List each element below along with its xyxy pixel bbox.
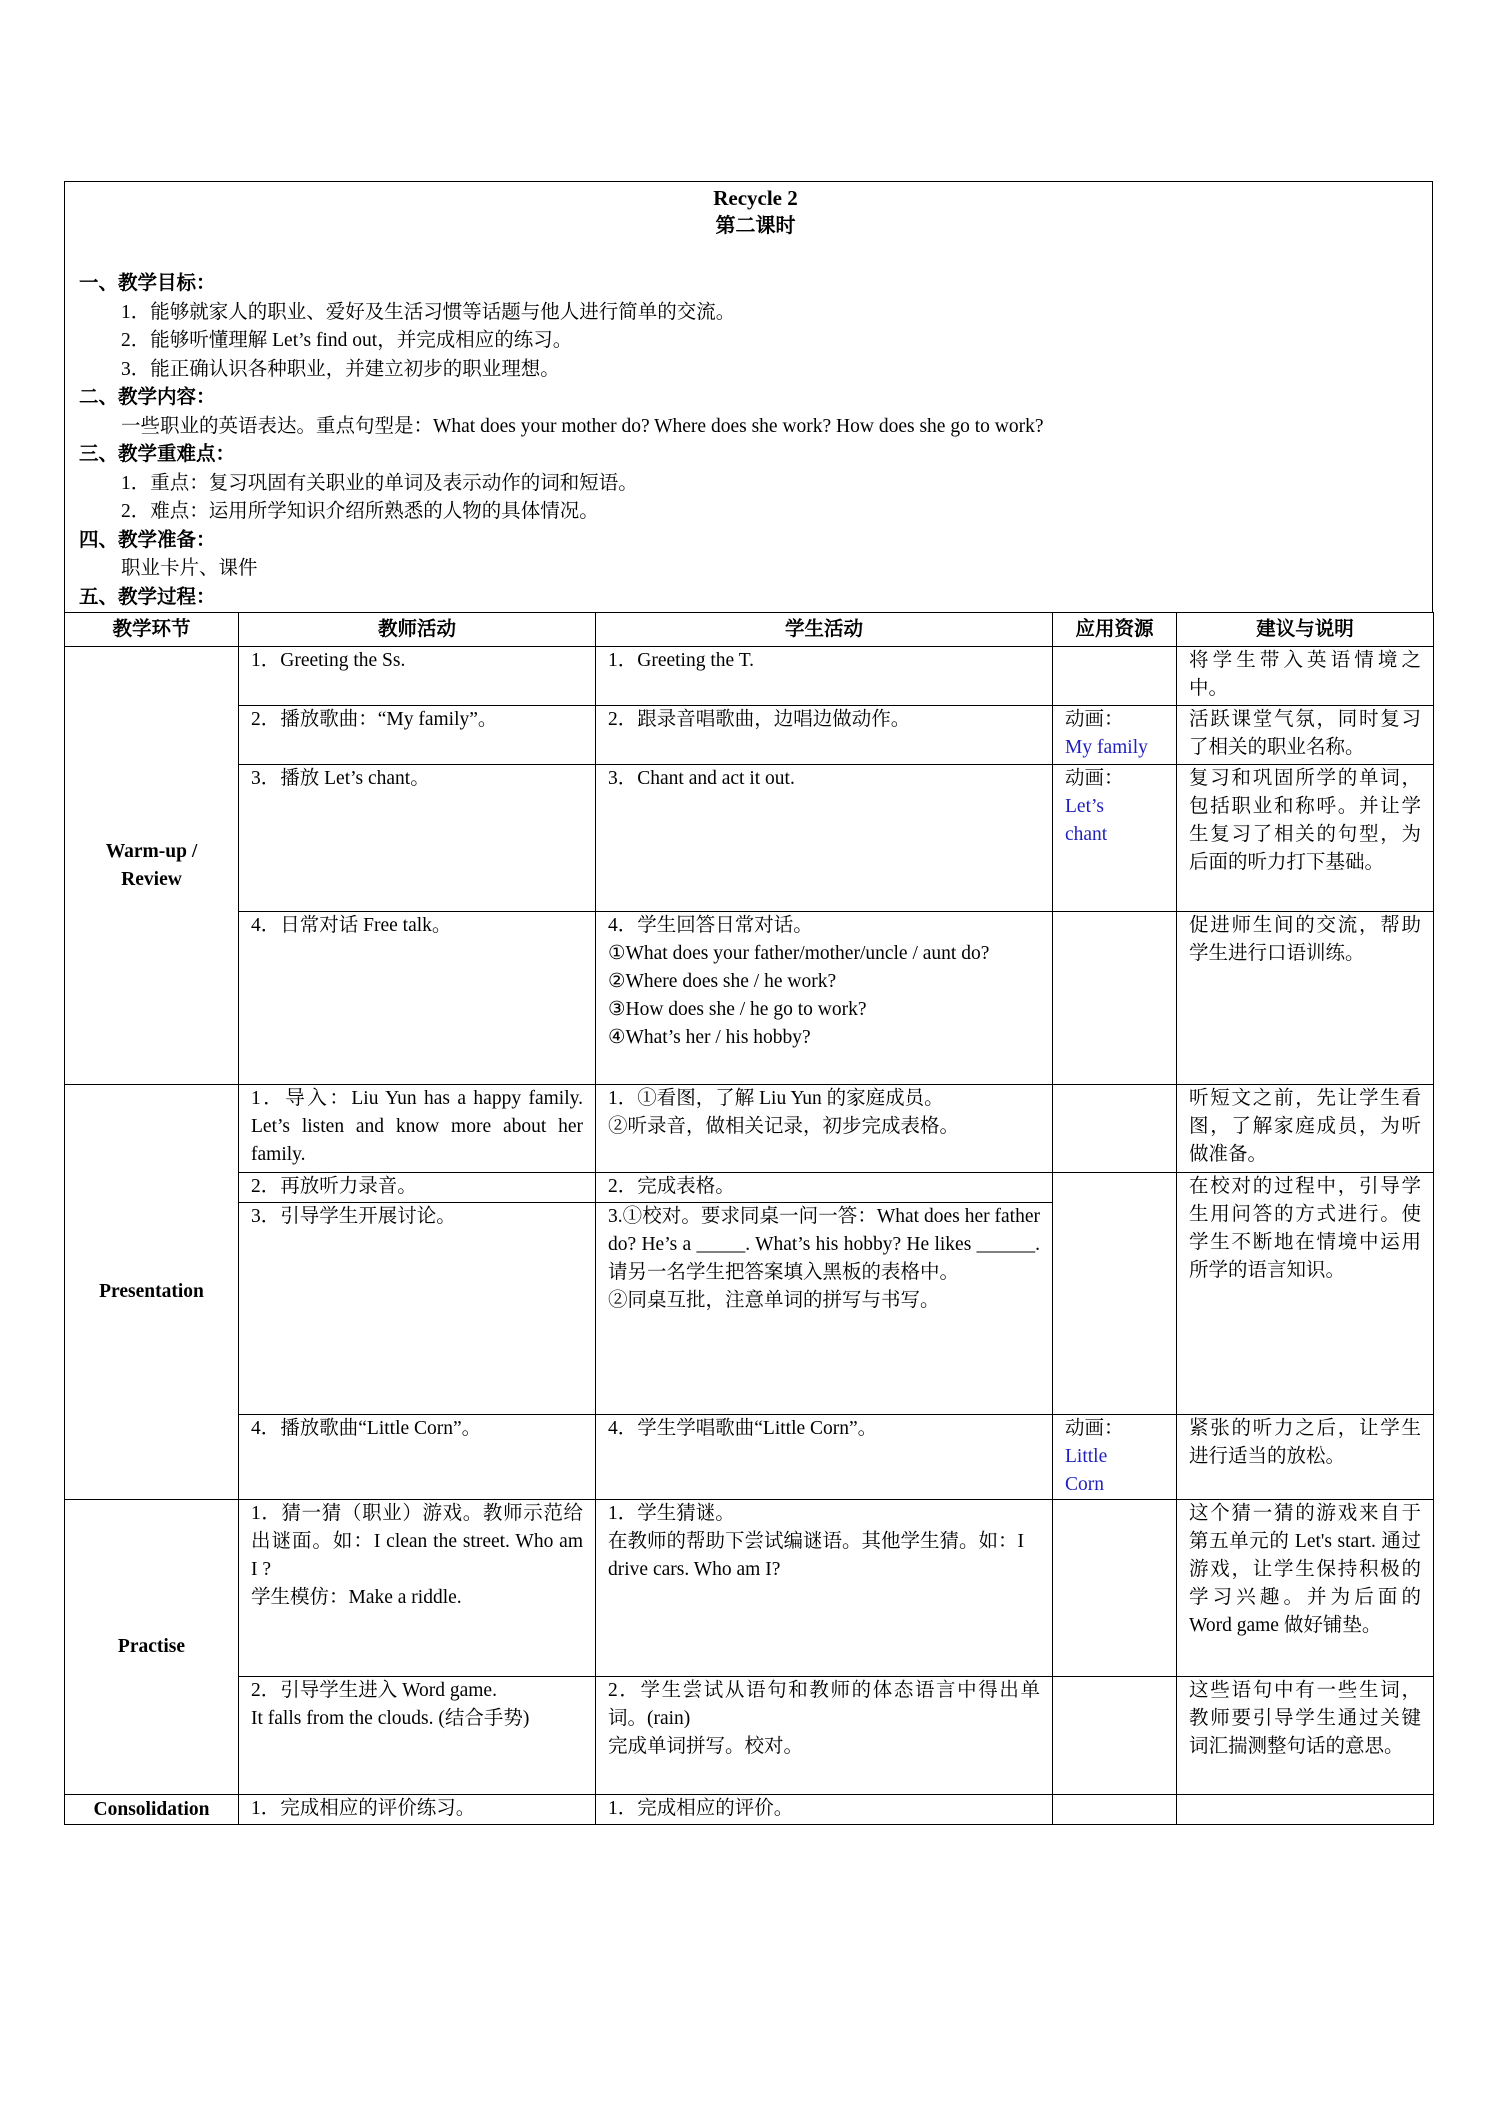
table-row (65, 912, 1434, 1085)
stage-warmup: Warm-up / Review (65, 647, 239, 1085)
teacher-cell: 2．再放听力录音。 (239, 1173, 596, 1203)
document-subtitle: 第二课时 (715, 215, 796, 237)
header-student: 学生活动 (596, 613, 1053, 647)
section-content-heading: 二、教学内容： (79, 387, 216, 408)
section-objectives-heading: 一、教学目标： (79, 273, 216, 294)
table-row (65, 1415, 1434, 1500)
header-teacher: 教师活动 (239, 613, 596, 647)
objective-item: 2．能够听懂理解 Let’s find out，并完成相应的练习。 (121, 330, 573, 351)
document-title: Recycle 2 (713, 186, 798, 210)
student-cell: 4．学生回答日常对话。 ①What does your father/mother/uncle / aunt do? ②Where does she / he work? ③How does she / he go to work? ④What’s her / his hobby? (596, 912, 1053, 1085)
stage-presentation: Presentation (65, 1085, 239, 1500)
student-cell: 1．学生猜谜。 在教师的帮助下尝试编谜语。其他学生猜。如：I drive cars. Who am I? (596, 1500, 1053, 1677)
resource-cell (1053, 1677, 1177, 1795)
lesson-plan-document (64, 181, 1433, 1825)
keypoint-item: 1．重点：复习巩固有关职业的单词及表示动作的词和短语。 (121, 472, 638, 494)
header-resource: 应用资源 (1053, 613, 1177, 647)
teacher-cell: 1．Greeting the Ss. (239, 647, 596, 706)
teacher-cell: 3．播放 Let’s chant。 (239, 765, 596, 912)
note-cell: 这个猜一猜的游戏来自于第五单元的 Let's start. 通过游戏，让学生保持积极的学习兴趣。并为后面的 Word game 做好铺垫。 (1177, 1500, 1434, 1677)
resource-cell (1053, 1795, 1177, 1825)
student-cell: 4．学生学唱歌曲“Little Corn”。 (596, 1415, 1053, 1500)
table-row (65, 647, 1434, 706)
note-cell: 促进师生间的交流，帮助学生进行口语训练。 (1177, 912, 1434, 1085)
resource-cell (1053, 1085, 1177, 1173)
student-cell: 3.①校对。要求同桌一问一答：What does her father do? He’s a _____. What’s his hobby? He likes ______. 请另一名学生把答案填入黑板的表格中。 ②同桌互批，注意单词的拼写与书写。 (596, 1203, 1053, 1415)
resource-label: 动画： (1065, 709, 1124, 730)
resource-cell (1053, 647, 1177, 706)
header-stage: 教学环节 (65, 613, 239, 647)
student-cell: 1．完成相应的评价。 (596, 1795, 1053, 1825)
note-cell: 复习和巩固所学的单词，包括职业和称呼。并让学生复习了相关的句型，为后面的听力打下基础。 (1177, 765, 1434, 912)
table-row (65, 706, 1434, 765)
student-cell: 1．Greeting the T. (596, 647, 1053, 706)
resource-link-little-corn[interactable]: Little Corn (1065, 1446, 1108, 1495)
student-cell: 2．完成表格。 (596, 1173, 1053, 1203)
section-process-heading: 五、教学过程： (79, 586, 216, 608)
section-keypoints-heading: 三、教学重难点： (79, 444, 236, 465)
resource-cell (1053, 765, 1177, 912)
section-preparation-heading: 四、教学准备： (79, 529, 216, 551)
note-cell: 将学生带入英语情境之中。 (1177, 647, 1434, 706)
resource-cell (1053, 912, 1177, 1085)
content-text: 一些职业的英语表达。重点句型是：What does your mother do? Where does she work? How does she go to work? (121, 415, 1044, 437)
note-cell: 活跃课堂气氛，同时复习了相关的职业名称。 (1177, 706, 1434, 765)
table-row (65, 1677, 1434, 1795)
teacher-cell: 4．日常对话 Free talk。 (239, 912, 596, 1085)
preparation-text: 职业卡片、课件 (121, 558, 258, 579)
teacher-cell: 1．猜一猜（职业）游戏。教师示范给出谜面。如：I clean the street. Who am I ? 学生模仿：Make a riddle. (239, 1500, 596, 1677)
table-header-row (65, 613, 1434, 647)
objective-item: 3．能正确认识各种职业，并建立初步的职业理想。 (121, 358, 560, 380)
note-cell: 这些语句中有一些生词，教师要引导学生通过关键词汇揣测整句话的意思。 (1177, 1677, 1434, 1795)
stage-consolidation: Consolidation (65, 1795, 239, 1825)
objective-item: 1．能够就家人的职业、爱好及生活习惯等话题与他人进行简单的交流。 (121, 301, 736, 323)
teacher-cell: 1．完成相应的评价练习。 (239, 1795, 596, 1825)
teacher-cell: 3．引导学生开展讨论。 (239, 1203, 596, 1415)
teacher-cell: 2．引导学生进入 Word game. It falls from the clouds. (结合手势) (239, 1677, 596, 1795)
teacher-cell: 4．播放歌曲“Little Corn”。 (239, 1415, 596, 1500)
note-cell (1177, 1795, 1434, 1825)
table-row (65, 1173, 1434, 1203)
header-notes: 建议与说明 (1177, 613, 1434, 647)
resource-cell (1053, 706, 1177, 765)
table-row (65, 1795, 1434, 1825)
lesson-header (64, 181, 1433, 612)
keypoint-item: 2．难点：运用所学知识介绍所熟悉的人物的具体情况。 (121, 501, 599, 522)
note-cell: 紧张的听力之后，让学生进行适当的放松。 (1177, 1415, 1434, 1500)
table-row (65, 765, 1434, 912)
resource-cell (1053, 1173, 1177, 1415)
table-row (65, 1500, 1434, 1677)
resource-label: 动画： (1065, 1418, 1124, 1439)
teacher-cell: 2．播放歌曲：“My family”。 (239, 706, 596, 765)
resource-link-lets-chant[interactable]: Let’s chant (1065, 796, 1108, 845)
resource-link-my-family[interactable]: My family (1065, 737, 1148, 758)
note-cell: 听短文之前，先让学生看图，了解家庭成员，为听做准备。 (1177, 1085, 1434, 1173)
resource-cell (1053, 1500, 1177, 1677)
student-cell: 1．①看图，了解 Liu Yun 的家庭成员。 ②听录音，做相关记录，初步完成表格。 (596, 1085, 1053, 1173)
note-cell: 在校对的过程中，引导学生用问答的方式进行。使学生不断地在情境中运用所学的语言知识。 (1177, 1173, 1434, 1415)
student-cell: 3．Chant and act it out. (596, 765, 1053, 912)
teacher-cell: 1．导入：Liu Yun has a happy family. Let’s listen and know more about her family. (239, 1085, 596, 1173)
resource-cell (1053, 1415, 1177, 1500)
stage-practise: Practise (65, 1500, 239, 1795)
teaching-process-table (64, 612, 1434, 1825)
table-row (65, 1085, 1434, 1173)
student-cell: 2．学生尝试从语句和教师的体态语言中得出单词。(rain) 完成单词拼写。校对。 (596, 1677, 1053, 1795)
student-cell: 2．跟录音唱歌曲，边唱边做动作。 (596, 706, 1053, 765)
resource-label: 动画： (1065, 768, 1124, 789)
